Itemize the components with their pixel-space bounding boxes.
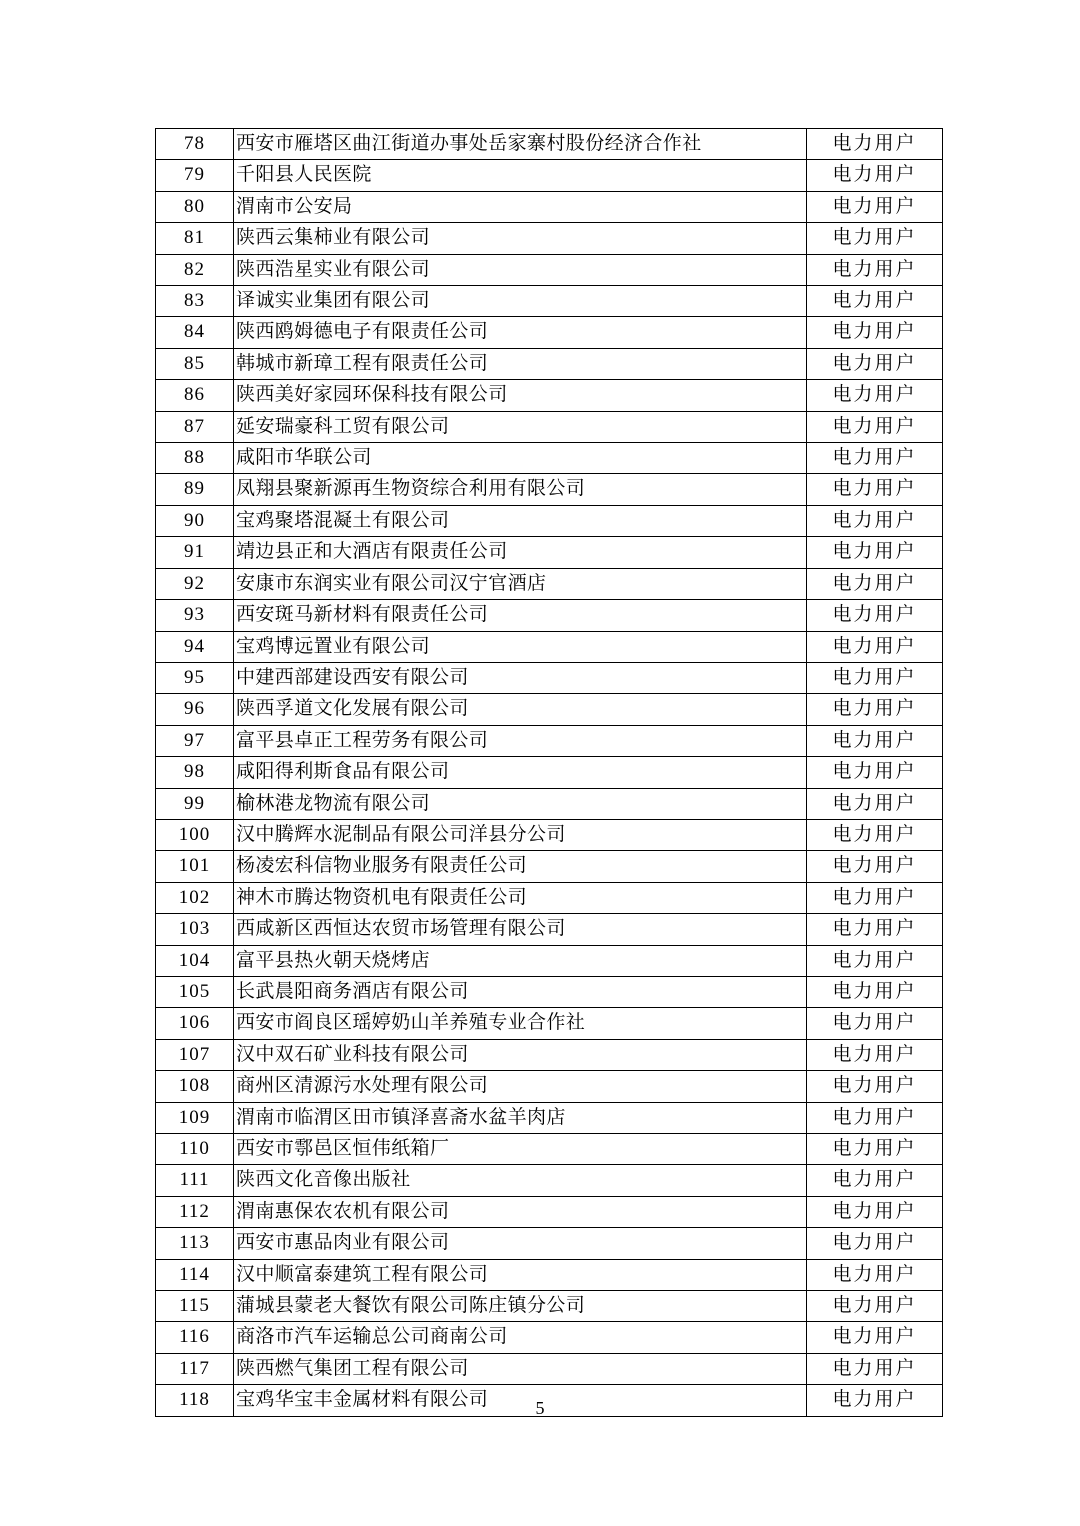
row-name-cell: 汉中双石矿业科技有限公司 [234,1039,807,1070]
table-row [156,1071,943,1102]
row-name-cell: 西安斑马新材料有限责任公司 [234,600,807,631]
table-row [156,223,943,254]
table-row [156,945,943,976]
row-index-cell: 114 [156,1259,234,1290]
row-index-cell: 80 [156,191,234,222]
row-index-cell: 85 [156,348,234,379]
row-index-cell: 92 [156,568,234,599]
row-index-cell: 95 [156,662,234,693]
row-index-cell: 100 [156,819,234,850]
row-type-cell: 电力用户 [807,1385,943,1416]
table-row [156,191,943,222]
row-index-cell: 108 [156,1071,234,1102]
row-name-cell: 汉中顺富泰建筑工程有限公司 [234,1259,807,1290]
row-name-cell: 商洛市汽车运输总公司商南公司 [234,1322,807,1353]
row-name-cell: 陕西云集柿业有限公司 [234,223,807,254]
row-index-cell: 96 [156,694,234,725]
row-index-cell: 102 [156,882,234,913]
row-type-cell: 电力用户 [807,1322,943,1353]
row-type-cell: 电力用户 [807,568,943,599]
row-type-cell: 电力用户 [807,1228,943,1259]
row-name-cell: 韩城市新璋工程有限责任公司 [234,348,807,379]
row-name-cell: 杨凌宏科信物业服务有限责任公司 [234,851,807,882]
row-type-cell: 电力用户 [807,882,943,913]
row-type-cell: 电力用户 [807,1134,943,1165]
table-row [156,1353,943,1384]
row-index-cell: 110 [156,1134,234,1165]
row-index-cell: 118 [156,1385,234,1416]
row-type-cell: 电力用户 [807,631,943,662]
row-index-cell: 78 [156,129,234,160]
table-body [156,129,943,1417]
row-index-cell: 99 [156,788,234,819]
row-type-cell: 电力用户 [807,348,943,379]
row-type-cell: 电力用户 [807,411,943,442]
row-type-cell: 电力用户 [807,286,943,317]
table-row [156,1259,943,1290]
row-index-cell: 112 [156,1196,234,1227]
table-row [156,254,943,285]
table-row [156,819,943,850]
row-name-cell: 汉中腾辉水泥制品有限公司洋县分公司 [234,819,807,850]
row-name-cell: 富平县卓正工程劳务有限公司 [234,725,807,756]
row-type-cell: 电力用户 [807,788,943,819]
row-index-cell: 90 [156,505,234,536]
row-index-cell: 113 [156,1228,234,1259]
row-index-cell: 84 [156,317,234,348]
row-type-cell: 电力用户 [807,223,943,254]
row-name-cell: 延安瑞豪科工贸有限公司 [234,411,807,442]
row-type-cell: 电力用户 [807,317,943,348]
row-index-cell: 97 [156,725,234,756]
table-row [156,348,943,379]
row-index-cell: 93 [156,600,234,631]
row-index-cell: 98 [156,757,234,788]
table-row [156,1039,943,1070]
table-row [156,631,943,662]
table-row [156,600,943,631]
table-row [156,505,943,536]
row-index-cell: 83 [156,286,234,317]
table-row [156,474,943,505]
table-row [156,757,943,788]
row-type-cell: 电力用户 [807,129,943,160]
row-type-cell: 电力用户 [807,757,943,788]
table-row [156,1322,943,1353]
row-name-cell: 宝鸡博远置业有限公司 [234,631,807,662]
row-type-cell: 电力用户 [807,1165,943,1196]
row-type-cell: 电力用户 [807,537,943,568]
row-name-cell: 西安市鄠邑区恒伟纸箱厂 [234,1134,807,1165]
row-name-cell: 渭南市临渭区田市镇泽喜斋水盆羊肉店 [234,1102,807,1133]
row-type-cell: 电力用户 [807,851,943,882]
row-type-cell: 电力用户 [807,1102,943,1133]
row-index-cell: 89 [156,474,234,505]
row-type-cell: 电力用户 [807,976,943,1007]
table-row [156,537,943,568]
row-name-cell: 陕西孚道文化发展有限公司 [234,694,807,725]
row-type-cell: 电力用户 [807,600,943,631]
row-index-cell: 117 [156,1353,234,1384]
row-index-cell: 103 [156,914,234,945]
row-type-cell: 电力用户 [807,474,943,505]
row-name-cell: 陕西燃气集团工程有限公司 [234,1353,807,1384]
row-type-cell: 电力用户 [807,662,943,693]
table-row [156,694,943,725]
row-type-cell: 电力用户 [807,1291,943,1322]
table-row [156,1165,943,1196]
row-type-cell: 电力用户 [807,443,943,474]
table-row [156,725,943,756]
table-row [156,914,943,945]
row-index-cell: 111 [156,1165,234,1196]
row-type-cell: 电力用户 [807,1196,943,1227]
row-type-cell: 电力用户 [807,1008,943,1039]
row-name-cell: 安康市东润实业有限公司汉宁官酒店 [234,568,807,599]
row-type-cell: 电力用户 [807,1039,943,1070]
row-index-cell: 81 [156,223,234,254]
table-row [156,1291,943,1322]
row-name-cell: 陕西文化音像出版社 [234,1165,807,1196]
table-row [156,1102,943,1133]
row-type-cell: 电力用户 [807,694,943,725]
table-row [156,568,943,599]
row-type-cell: 电力用户 [807,1353,943,1384]
row-index-cell: 104 [156,945,234,976]
row-name-cell: 宝鸡华宝丰金属材料有限公司 [234,1385,807,1416]
table-row [156,317,943,348]
row-name-cell: 凤翔县聚新源再生物资综合利用有限公司 [234,474,807,505]
row-type-cell: 电力用户 [807,819,943,850]
row-type-cell: 电力用户 [807,945,943,976]
table-row [156,662,943,693]
row-index-cell: 82 [156,254,234,285]
row-name-cell: 渭南惠保农农机有限公司 [234,1196,807,1227]
row-name-cell: 西安市阎良区瑶婷奶山羊养殖专业合作社 [234,1008,807,1039]
row-name-cell: 渭南市公安局 [234,191,807,222]
row-index-cell: 91 [156,537,234,568]
row-name-cell: 西安市雁塔区曲江街道办事处岳家寨村股份经济合作社 [234,129,807,160]
row-name-cell: 靖边县正和大酒店有限责任公司 [234,537,807,568]
row-index-cell: 101 [156,851,234,882]
table-row [156,851,943,882]
row-type-cell: 电力用户 [807,380,943,411]
row-index-cell: 87 [156,411,234,442]
table-row [156,443,943,474]
row-index-cell: 86 [156,380,234,411]
table-row [156,380,943,411]
row-name-cell: 蒲城县蒙老大餐饮有限公司陈庄镇分公司 [234,1291,807,1322]
row-type-cell: 电力用户 [807,505,943,536]
table-row [156,1008,943,1039]
row-name-cell: 神木市腾达物资机电有限责任公司 [234,882,807,913]
row-name-cell: 榆林港龙物流有限公司 [234,788,807,819]
row-name-cell: 千阳县人民医院 [234,160,807,191]
row-index-cell: 94 [156,631,234,662]
enterprise-list-table [155,128,943,1417]
row-index-cell: 115 [156,1291,234,1322]
page-number: 5 [535,1398,545,1418]
table-row [156,882,943,913]
row-name-cell: 富平县热火朝天烧烤店 [234,945,807,976]
table-row [156,1134,943,1165]
row-name-cell: 宝鸡聚塔混凝土有限公司 [234,505,807,536]
row-type-cell: 电力用户 [807,725,943,756]
row-type-cell: 电力用户 [807,254,943,285]
row-type-cell: 电力用户 [807,1259,943,1290]
row-type-cell: 电力用户 [807,914,943,945]
enterprise-list-table-wrapper [155,128,927,1417]
row-type-cell: 电力用户 [807,160,943,191]
table-row [156,1196,943,1227]
row-index-cell: 106 [156,1008,234,1039]
row-name-cell: 陕西浩星实业有限公司 [234,254,807,285]
table-row [156,129,943,160]
table-row [156,160,943,191]
row-index-cell: 116 [156,1322,234,1353]
row-type-cell: 电力用户 [807,1071,943,1102]
row-name-cell: 陕西鸥姆德电子有限责任公司 [234,317,807,348]
row-name-cell: 陕西美好家园环保科技有限公司 [234,380,807,411]
row-name-cell: 中建西部建设西安有限公司 [234,662,807,693]
row-index-cell: 109 [156,1102,234,1133]
row-name-cell: 长武晨阳商务酒店有限公司 [234,976,807,1007]
row-name-cell: 咸阳得利斯食品有限公司 [234,757,807,788]
row-name-cell: 译诚实业集团有限公司 [234,286,807,317]
row-type-cell: 电力用户 [807,191,943,222]
row-name-cell: 西安市惠品肉业有限公司 [234,1228,807,1259]
row-index-cell: 79 [156,160,234,191]
table-row [156,976,943,1007]
table-row [156,788,943,819]
row-index-cell: 105 [156,976,234,1007]
table-row [156,1228,943,1259]
row-index-cell: 88 [156,443,234,474]
row-name-cell: 西咸新区西恒达农贸市场管理有限公司 [234,914,807,945]
row-name-cell: 商州区清源污水处理有限公司 [234,1071,807,1102]
row-name-cell: 咸阳市华联公司 [234,443,807,474]
table-row [156,286,943,317]
table-row [156,411,943,442]
row-index-cell: 107 [156,1039,234,1070]
